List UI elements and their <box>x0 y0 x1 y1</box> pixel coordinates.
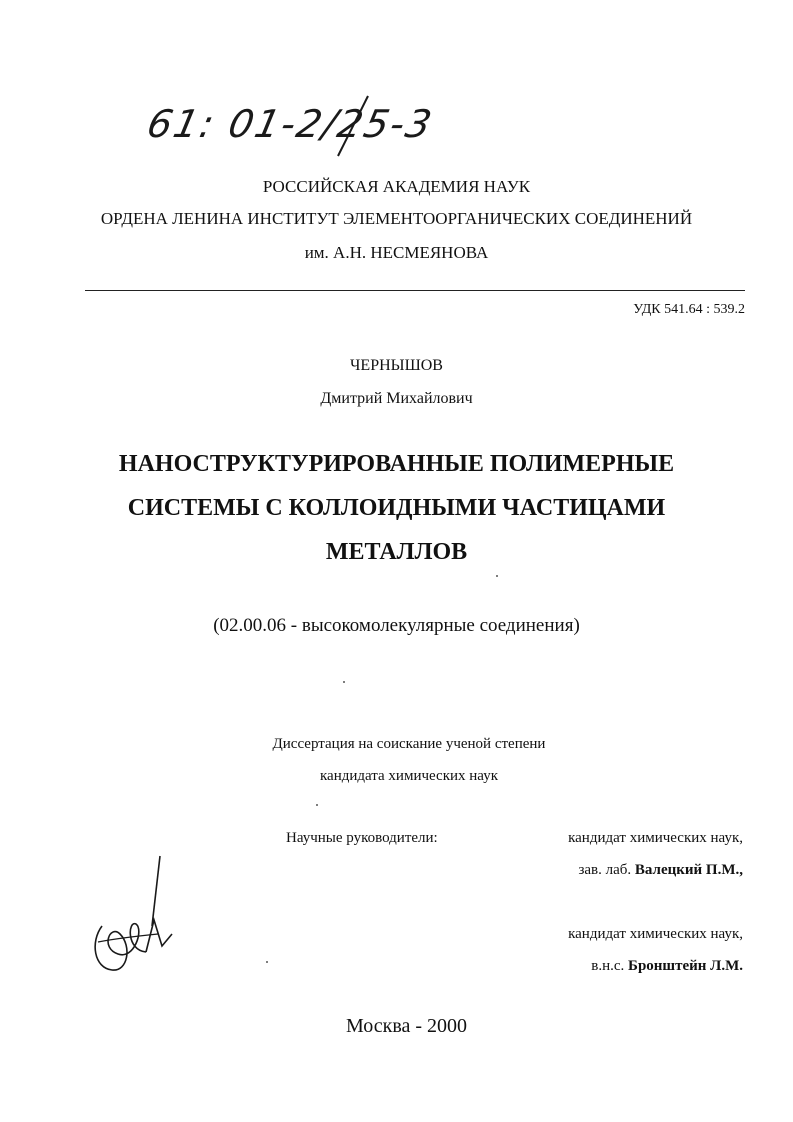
handwritten-slash-mark <box>320 92 380 162</box>
supervisors-label: Научные руководители: <box>286 830 438 846</box>
supervisor-1-position: зав. лаб. <box>578 862 632 878</box>
handwritten-signature <box>88 850 188 980</box>
specialty: (02.00.06 - высокомолекулярные соединения) <box>213 615 580 636</box>
supervisor-2-degree: кандидат химических наук, <box>568 926 743 942</box>
author-given-names: Дмитрий Михайлович <box>320 390 473 407</box>
supervisor-2-line <box>591 958 743 975</box>
archive-code: 61: 01-2/25-3 <box>143 102 438 146</box>
supervisor-1-name: Валецкий П.М., <box>634 862 743 878</box>
dissertation-title <box>0 442 793 574</box>
author-surname: ЧЕРНЫШОВ <box>350 357 443 374</box>
scan-speck <box>343 681 345 683</box>
supervisor-1-degree: кандидат химических наук, <box>568 830 743 846</box>
city-year: Москва - 2000 <box>345 1015 468 1037</box>
supervisor-2-name: Бронштейн Л.М. <box>628 958 743 974</box>
scan-speck <box>316 804 318 806</box>
title-line-2: СИСТЕМЫ С КОЛЛОИДНЫМИ ЧАСТИЦАМИ <box>127 495 666 521</box>
org-line-2: ОРДЕНА ЛЕНИНА ИНСТИТУТ ЭЛЕМЕНТООРГАНИЧЕСКИХ СОЕДИНЕНИЙ <box>100 209 693 228</box>
header-divider <box>85 290 745 291</box>
dissertation-line-2: кандидата химических наук <box>319 768 498 784</box>
org-line-3: им. А.Н. НЕСМЕЯНОВА <box>304 243 489 262</box>
supervisor-1-line <box>578 862 743 879</box>
title-line-1: НАНОСТРУКТУРИРОВАННЫЕ ПОЛИМЕРНЫЕ <box>118 451 675 477</box>
scan-speck <box>266 961 268 963</box>
udk-code: УДК 541.64 : 539.2 <box>633 302 745 317</box>
dissertation-line-1: Диссертация на соискание ученой степени <box>272 736 546 752</box>
supervisor-2-position: в.н.с. <box>591 958 625 974</box>
org-line-1: РОССИЙСКАЯ АКАДЕМИЯ НАУК <box>262 177 531 196</box>
scan-speck <box>496 575 498 577</box>
title-line-3: МЕТАЛЛОВ <box>325 539 468 565</box>
